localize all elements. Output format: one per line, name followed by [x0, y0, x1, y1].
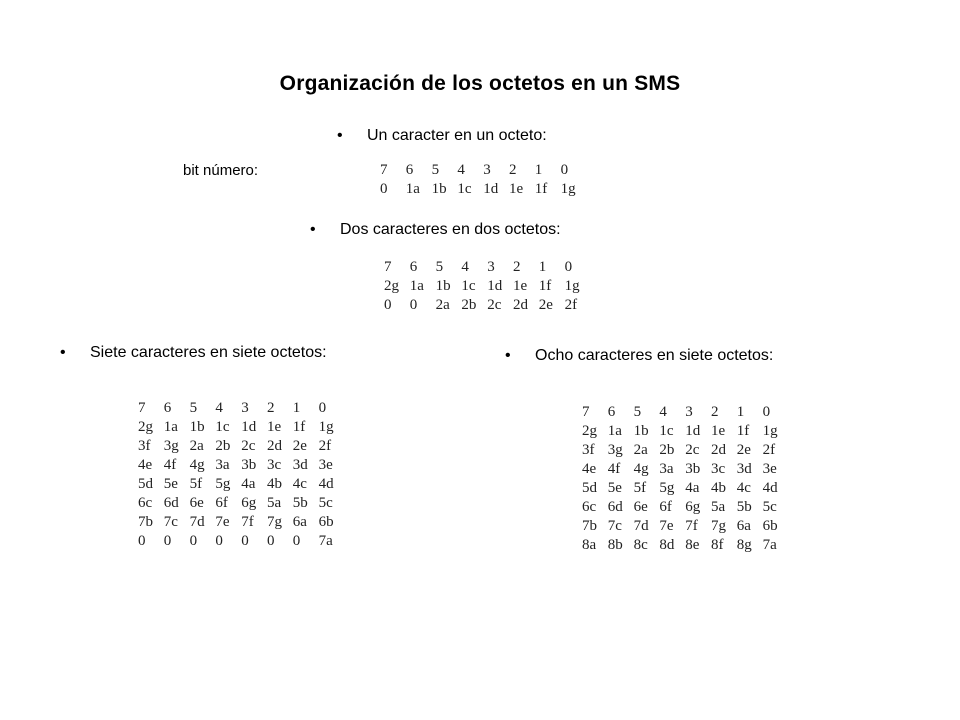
octet-bit-cell: 5b — [292, 495, 308, 511]
octet-bit-cell: 7c — [607, 518, 622, 534]
bit-number-cell: 4 — [215, 400, 223, 416]
octet-bit-cell: 8b — [607, 537, 623, 553]
octet-bit-cell: 0 — [266, 533, 275, 549]
octet-bit-cell: 2e — [292, 438, 307, 454]
bit-number-cell: 3 — [241, 400, 249, 416]
slide-title: Organización de los octetos en un SMS — [279, 72, 681, 95]
octet-bit-cell: 2b — [215, 438, 231, 454]
bit-number-cell: 4 — [461, 259, 469, 275]
octet-bit-cell: 1g — [560, 181, 576, 197]
octet-bit-cell: 4c — [292, 476, 307, 492]
octet-grid-eight — [582, 403, 788, 555]
octet-bit-cell: 2d — [512, 297, 528, 313]
bit-number-row — [582, 403, 788, 422]
octet-bit-cell: 5e — [163, 476, 178, 492]
bit-number-cell: 4 — [457, 162, 465, 178]
octet-bit-cell: 2b — [659, 442, 675, 458]
bullet-eight-chars — [505, 347, 773, 365]
bit-number-cell: 4 — [659, 404, 667, 420]
octet-bit-cell: 2f — [564, 297, 578, 313]
octet-grid-one — [380, 161, 586, 199]
octet-grid-two — [384, 258, 590, 315]
octet-bit-cell: 0 — [292, 533, 301, 549]
octet-bit-cell: 1g — [762, 423, 778, 439]
octet-bit-cell: 6g — [241, 495, 257, 511]
bit-number-cell: 1 — [538, 259, 547, 275]
octet-bit-cell: 2g — [138, 419, 153, 435]
bullet-two-chars — [310, 221, 561, 239]
octet-bit-cell: 1a — [607, 423, 622, 439]
octet-bit-cell: 3e — [318, 457, 333, 473]
bit-number-cell: 2 — [508, 162, 517, 178]
octet-bit-cell: 4e — [138, 457, 153, 473]
octet-bit-cell: 1e — [710, 423, 726, 439]
octet-bit-cell: 1d — [685, 423, 701, 439]
octet-bit-cell: 1d — [483, 181, 499, 197]
octet-bit-cell: 5e — [607, 480, 622, 496]
octet-bit-cell: 2c — [487, 297, 502, 313]
octet-bit-cell: 4f — [163, 457, 177, 473]
octet-bit-cell: 8e — [685, 537, 700, 553]
octet-bit-cell: 4d — [318, 476, 334, 492]
octet-bit-cell: 1f — [292, 419, 306, 435]
octet-bit-cell: 5a — [266, 495, 282, 511]
octet-bit-cell: 5d — [138, 476, 153, 492]
bit-number-row — [384, 258, 590, 277]
octet-bit-cell: 6d — [163, 495, 179, 511]
octet-row — [582, 479, 788, 498]
octet-bit-cell: 5b — [736, 499, 752, 515]
octet-bit-cell: 0 — [241, 533, 249, 549]
octet-bit-cell: 3g — [607, 442, 623, 458]
octet-bit-cell: 1a — [405, 181, 420, 197]
octet-row — [384, 296, 590, 315]
bit-number-cell: 3 — [483, 162, 491, 178]
octet-bit-cell: 7b — [138, 514, 153, 530]
octet-bit-cell: 5c — [762, 499, 777, 515]
octet-bit-cell: 1g — [564, 278, 580, 294]
octet-bit-cell: 3f — [582, 442, 595, 458]
octet-bit-cell: 8a — [582, 537, 597, 553]
octet-bit-cell: 1b — [435, 278, 451, 294]
octet-bit-cell: 7g — [266, 514, 282, 530]
bullet-marker: • — [505, 347, 511, 364]
octet-bit-cell: 8c — [633, 537, 648, 553]
octet-bit-cell: 0 — [384, 297, 392, 313]
octet-bit-cell: 7e — [215, 514, 230, 530]
bit-number-cell: 2 — [512, 259, 521, 275]
octet-bit-cell: 4g — [633, 461, 649, 477]
bit-number-row — [380, 161, 586, 180]
bit-number-cell: 1 — [736, 404, 745, 420]
octet-bit-cell: 6b — [762, 518, 778, 534]
bullet-seven-chars-text: Siete caracteres en siete octetos: — [90, 344, 327, 361]
octet-bit-cell: 6f — [215, 495, 228, 511]
octet-bit-cell: 7a — [762, 537, 777, 553]
octet-bit-cell: 6d — [607, 499, 623, 515]
octet-bit-cell: 7a — [318, 533, 333, 549]
bit-number-cell: 2 — [266, 400, 275, 416]
octet-bit-cell: 1b — [633, 423, 649, 439]
octet-bit-cell: 2f — [762, 442, 776, 458]
octet-bit-cell: 6c — [582, 499, 597, 515]
octet-bit-cell: 0 — [380, 181, 388, 197]
octet-bit-cell: 1b — [431, 181, 447, 197]
octet-bit-cell: 1d — [487, 278, 503, 294]
octet-bit-cell: 3g — [163, 438, 179, 454]
octet-row — [138, 494, 344, 513]
octet-row — [138, 456, 344, 475]
bullet-eight-chars-text: Ocho caracteres en siete octetos: — [535, 347, 774, 364]
bit-number-cell: 7 — [380, 162, 388, 178]
octet-bit-cell: 2e — [538, 297, 553, 313]
octet-row — [582, 422, 788, 441]
octet-bit-cell: 3d — [736, 461, 752, 477]
octet-bit-cell: 7f — [241, 514, 254, 530]
bullet-marker: • — [337, 127, 343, 144]
octet-bit-cell: 2e — [736, 442, 751, 458]
bit-number-label: bit número: — [183, 162, 259, 179]
bit-number-cell: 6 — [163, 400, 172, 416]
octet-bit-cell: 7g — [710, 518, 726, 534]
octet-bit-cell: 3a — [659, 461, 674, 477]
bit-number-cell: 0 — [564, 259, 573, 275]
octet-bit-cell: 2d — [710, 442, 726, 458]
octet-bit-cell: 6a — [736, 518, 751, 534]
bit-number-cell: 1 — [292, 400, 301, 416]
octet-bit-cell: 2d — [266, 438, 282, 454]
octet-bit-cell: 1c — [659, 423, 674, 439]
bit-number-cell: 5 — [431, 162, 440, 178]
octet-bit-cell: 6g — [685, 499, 701, 515]
octet-bit-cell: 1e — [508, 181, 524, 197]
bit-number-cell: 6 — [405, 162, 414, 178]
octet-bit-cell: 5f — [189, 476, 203, 492]
octet-row — [138, 532, 344, 551]
octet-bit-cell: 2a — [435, 297, 450, 313]
bit-number-cell: 7 — [582, 404, 590, 420]
octet-bit-cell: 7f — [685, 518, 698, 534]
octet-bit-cell: 3b — [685, 461, 701, 477]
octet-bit-cell: 1g — [318, 419, 334, 435]
octet-bit-cell: 1b — [189, 419, 205, 435]
octet-bit-cell: 6e — [189, 495, 204, 511]
bit-number-cell: 0 — [762, 404, 771, 420]
bit-number-cell: 2 — [710, 404, 719, 420]
octet-bit-cell: 0 — [215, 533, 223, 549]
octet-bit-cell: 1f — [538, 278, 552, 294]
bullet-marker: • — [310, 221, 316, 238]
octet-bit-cell: 1c — [215, 419, 230, 435]
octet-bit-cell: 5g — [215, 476, 231, 492]
octet-bit-cell: 5f — [633, 480, 647, 496]
octet-bit-cell: 4g — [189, 457, 205, 473]
octet-bit-cell: 1a — [163, 419, 178, 435]
octet-bit-cell: 4d — [762, 480, 778, 496]
octet-bit-cell: 2a — [633, 442, 648, 458]
octet-bit-cell: 7d — [189, 514, 205, 530]
bit-number-cell: 5 — [633, 404, 642, 420]
bit-number-cell: 7 — [384, 259, 392, 275]
octet-bit-cell: 1e — [512, 278, 528, 294]
bullet-one-char — [337, 127, 547, 145]
octet-bit-cell: 6b — [318, 514, 334, 530]
octet-bit-cell: 1a — [409, 278, 424, 294]
octet-bit-cell: 3c — [710, 461, 726, 477]
octet-row — [582, 441, 788, 460]
octet-bit-cell: 2a — [189, 438, 204, 454]
bit-number-cell: 3 — [685, 404, 693, 420]
octet-bit-cell: 3b — [241, 457, 257, 473]
bit-number-row — [138, 399, 344, 418]
bit-number-cell: 6 — [607, 404, 616, 420]
octet-bit-cell: 2c — [685, 442, 700, 458]
octet-bit-cell: 7e — [659, 518, 674, 534]
octet-bit-cell: 0 — [163, 533, 172, 549]
bullet-one-char-text: Un caracter en un octeto: — [367, 127, 547, 144]
octet-row — [138, 513, 344, 532]
octet-bit-cell: 1f — [534, 181, 548, 197]
octet-row — [582, 517, 788, 536]
octet-bit-cell: 5g — [659, 480, 675, 496]
bit-number-cell: 0 — [318, 400, 327, 416]
octet-bit-cell: 0 — [409, 297, 418, 313]
octet-bit-cell: 8g — [736, 537, 752, 553]
octet-bit-cell: 4f — [607, 461, 621, 477]
bit-number-cell: 6 — [409, 259, 418, 275]
octet-row — [384, 277, 590, 296]
bit-number-cell: 5 — [435, 259, 444, 275]
octet-bit-cell: 2c — [241, 438, 256, 454]
bullet-seven-chars — [60, 344, 327, 362]
bit-number-cell: 0 — [560, 162, 569, 178]
octet-bit-cell: 1e — [266, 419, 282, 435]
octet-bit-cell: 1d — [241, 419, 257, 435]
octet-bit-cell: 7c — [163, 514, 178, 530]
octet-grid-seven — [138, 399, 344, 551]
bit-number-cell: 7 — [138, 400, 146, 416]
octet-bit-cell: 7d — [633, 518, 649, 534]
bullet-two-chars-text: Dos caracteres en dos octetos: — [340, 221, 561, 238]
octet-bit-cell: 6a — [292, 514, 307, 530]
octet-bit-cell: 1c — [461, 278, 476, 294]
octet-bit-cell: 4e — [582, 461, 597, 477]
octet-bit-cell: 7b — [582, 518, 597, 534]
octet-bit-cell: 8d — [659, 537, 675, 553]
octet-row — [138, 475, 344, 494]
bullet-marker: • — [60, 344, 66, 361]
octet-bit-cell: 4c — [736, 480, 751, 496]
octet-bit-cell: 8f — [710, 537, 724, 553]
octet-bit-cell: 4b — [710, 480, 726, 496]
octet-bit-cell: 2g — [384, 278, 399, 294]
octet-bit-cell: 0 — [189, 533, 198, 549]
octet-bit-cell: 0 — [138, 533, 146, 549]
octet-bit-cell: 5d — [582, 480, 597, 496]
octet-bit-cell: 2b — [461, 297, 477, 313]
octet-bit-cell: 4a — [241, 476, 256, 492]
octet-bit-cell: 6e — [633, 499, 648, 515]
octet-row — [138, 437, 344, 456]
octet-bit-cell: 1c — [457, 181, 472, 197]
octet-bit-cell: 6c — [138, 495, 153, 511]
octet-row — [582, 460, 788, 479]
octet-bit-cell: 2f — [318, 438, 332, 454]
octet-bit-cell: 5c — [318, 495, 333, 511]
octet-bit-cell: 6f — [659, 499, 672, 515]
octet-bit-cell: 3f — [138, 438, 151, 454]
octet-bit-cell: 4b — [266, 476, 282, 492]
bit-number-cell: 3 — [487, 259, 495, 275]
octet-row — [582, 536, 788, 555]
octet-bit-cell: 3e — [762, 461, 777, 477]
octet-bit-cell: 3c — [266, 457, 282, 473]
octet-row — [380, 180, 586, 199]
octet-bit-cell: 3d — [292, 457, 308, 473]
octet-bit-cell: 4a — [685, 480, 700, 496]
octet-bit-cell: 5a — [710, 499, 726, 515]
octet-bit-cell: 3a — [215, 457, 230, 473]
octet-bit-cell: 1f — [736, 423, 750, 439]
octet-row — [582, 498, 788, 517]
octet-bit-cell: 2g — [582, 423, 597, 439]
octet-row — [138, 418, 344, 437]
bit-number-cell: 5 — [189, 400, 198, 416]
bit-number-cell: 1 — [534, 162, 543, 178]
